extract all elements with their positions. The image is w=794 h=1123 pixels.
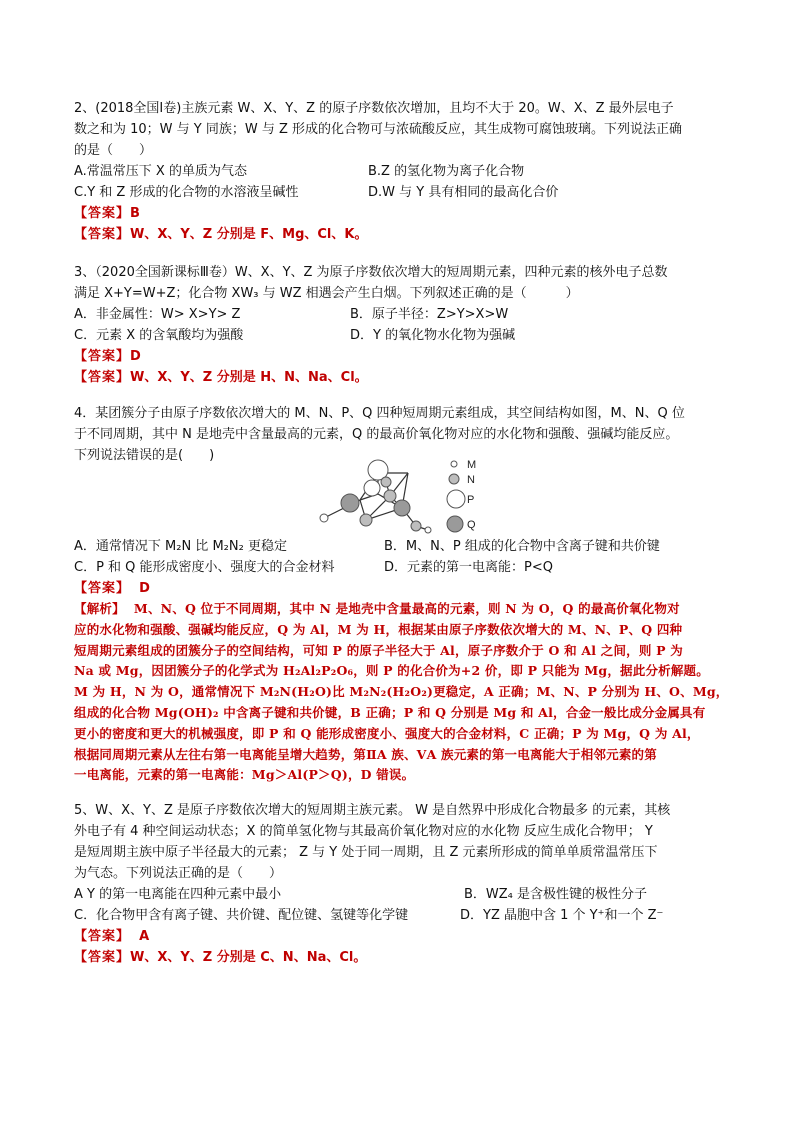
q4-option-d: D．元素的第一电离能：P<Q bbox=[384, 560, 553, 575]
atom-n bbox=[411, 521, 421, 531]
q5-stem-line-4: 为气态。下列说法正确的是（ ） bbox=[74, 866, 283, 881]
atom-p bbox=[341, 494, 359, 512]
q3-option-c: C．元素 X 的含氧酸均为强酸 bbox=[74, 328, 244, 343]
q3-option-a: A．非金属性：W> X>Y> Z bbox=[74, 307, 241, 322]
q4-analysis bbox=[74, 599, 729, 786]
analysis-line bbox=[74, 599, 724, 620]
legend-label-p: P bbox=[467, 494, 475, 506]
q5-stem-line-2: 外电子有 4 种空间运动状态；X 的简单氢化物与其最高价氧化物对应的水化物 反应生成化合物甲； Y bbox=[74, 824, 653, 839]
legend-n-symbol bbox=[449, 474, 459, 484]
q4-option-c: C．P 和 Q 能形成密度小、强度大的合金材料 bbox=[74, 560, 335, 575]
q4-answer bbox=[74, 578, 724, 599]
question-2 bbox=[74, 98, 724, 245]
legend-m-symbol bbox=[451, 461, 457, 467]
analysis-line: 更小的密度和更大的机械强度，即 P 和 Q 能形成密度小、强度大的合金材料，C 正确；P 为 Mg，Q 为 Al， bbox=[74, 725, 700, 741]
atom-n bbox=[381, 477, 391, 487]
analysis-line: 短周期元素组成的团簇分子的空间结构，可知 P 的原子半径大于 Al，原子序数介于 O 和 Al 之间，则 P 为 bbox=[74, 642, 683, 658]
q5-option-b: B．WZ₄ 是含极性键的极性分子 bbox=[464, 887, 648, 902]
answer-value: B bbox=[130, 206, 140, 221]
q5-option-a: A Y 的第一电离能在四种元素中最小 bbox=[74, 887, 282, 902]
q5-stem-line-1: 5、W、X、Y、Z 是原子序数依次增大的短周期主族元素。 W 是自然界中形成化合物最多 的元素，其核 bbox=[74, 803, 671, 818]
q3-option-d: D．Y 的氧化物水化物为强碱 bbox=[350, 328, 516, 343]
q2-option-a: A.常温常压下 X 的单质为气态 bbox=[74, 164, 247, 179]
legend-q-symbol bbox=[447, 516, 463, 532]
q3-answer-note bbox=[74, 367, 724, 388]
q3-stem-line-2: 满足 X+Y=W+Z；化合物 XW₃ 与 WZ 相遇会产生白烟。下列叙述正确的是（ ） bbox=[74, 286, 579, 301]
q5-options-row-1 bbox=[74, 884, 724, 905]
q4-stem-line-3: 下列说法错误的是( ) bbox=[74, 448, 215, 463]
q5-stem-line-3: 是短周期主族中原子半径最大的元素； Z 与 Y 处于同一周期，且 Z 元素所形成的简单单质常温常压下 bbox=[74, 845, 658, 860]
q3-options-row-1 bbox=[74, 304, 724, 325]
q4-stem-line-1: 4．某团簇分子由原子序数依次增大的 M、N、P、Q 四种短周期元素组成，其空间结构如图，M、N、Q 位 bbox=[74, 406, 685, 421]
answer-label: 【答案】 bbox=[74, 929, 131, 944]
answer-value: D bbox=[139, 581, 150, 596]
q4-options-row-1 bbox=[74, 536, 724, 557]
q5-options-row-2 bbox=[74, 905, 724, 926]
q3-stem-line-1: 3、（2020全国新课标Ⅲ卷）W、X、Y、Z 为原子序数依次增大的短周期元素，四种元素的核外电子总数 bbox=[74, 265, 668, 280]
answer-note-text: W、X、Y、Z 分别是 H、N、Na、Cl。 bbox=[130, 370, 368, 385]
q5-answer-note bbox=[74, 947, 724, 968]
answer-label: 【答案】 bbox=[74, 349, 131, 364]
q4-option-a: A．通常情况下 M₂N 比 M₂N₂ 更稳定 bbox=[74, 539, 287, 554]
atoms bbox=[320, 460, 431, 533]
question-3 bbox=[74, 262, 724, 388]
q2-answer-note bbox=[74, 224, 724, 245]
answer-label: 【答案】 bbox=[74, 950, 131, 965]
atom-m bbox=[320, 514, 328, 522]
q2-stem-line-2: 数之和为 10；W 与 Y 同族；W 与 Z 形成的化合物可与浓硫酸反应，其生成物可腐蚀玻璃。下列说法正确 bbox=[74, 122, 683, 137]
analysis-line: 组成的化合物 Mg(OH)₂ 中含离子键和共价键，B 正确；P 和 Q 分别是 Mg 和 Al，合金一般比成分金属具有 bbox=[74, 704, 706, 720]
q4-option-b: B．M、N、P 组成的化合物中含离子键和共价键 bbox=[384, 539, 660, 554]
legend-symbols bbox=[444, 455, 494, 535]
q5-option-c: C．化合物甲含有离子键、共价键、配位键、氢键等化学键 bbox=[74, 908, 409, 923]
q2-options-row-1 bbox=[74, 161, 724, 182]
atom-p bbox=[394, 500, 410, 516]
q3-option-b: B．原子半径：Z>Y>X>W bbox=[350, 307, 509, 322]
q2-option-c: C.Y 和 Z 形成的化合物的水溶液呈碱性 bbox=[74, 185, 299, 200]
question-4-options bbox=[74, 536, 729, 786]
q2-stem-line-1: 2、(2018全国Ⅰ卷)主族元素 W、X、Y、Z 的原子序数依次增加，且均不大于 20。W、X、Z 最外层电子 bbox=[74, 101, 674, 116]
legend-label-n: N bbox=[467, 474, 475, 486]
answer-label: 【答案】 bbox=[74, 206, 131, 221]
q4-options-row-2 bbox=[74, 557, 724, 578]
atom-q bbox=[364, 480, 380, 496]
answer-note-text: W、X、Y、Z 分别是 F、Mg、Cl、K。 bbox=[130, 227, 368, 242]
q3-options-row-2 bbox=[74, 325, 724, 346]
analysis-label: 【解析】 bbox=[74, 601, 125, 616]
answer-value: A bbox=[139, 929, 150, 944]
q2-stem-line-3: 的是（ ） bbox=[74, 143, 153, 158]
q2-option-d: D.W 与 Y 具有相同的最高化合价 bbox=[368, 185, 559, 200]
q5-option-d: D．YZ 晶胞中含 1 个 Y⁺和一个 Z⁻ bbox=[460, 908, 664, 923]
answer-value: D bbox=[130, 349, 141, 364]
analysis-line: 根据同周期元素从左往右第一电离能呈增大趋势，第ⅡA 族、ⅤA 族元素的第一电离能大于相邻元素的第 bbox=[74, 746, 657, 762]
analysis-line: 应的水化物和强酸、强碱均能反应，Q 为 Al，M 为 H，根据某由原子序数依次增大的 M、N、P、Q 四种 bbox=[74, 621, 683, 637]
legend-p-symbol bbox=[447, 490, 465, 508]
atom-m bbox=[425, 527, 431, 533]
answer-label: 【答案】 bbox=[74, 370, 131, 385]
q3-answer bbox=[74, 346, 724, 367]
atom-n bbox=[384, 490, 396, 502]
question-5 bbox=[74, 800, 724, 968]
atom-n bbox=[360, 514, 372, 526]
answer-label: 【答案】 bbox=[74, 227, 131, 242]
legend-label-m: M bbox=[467, 459, 477, 471]
analysis-line: Na 或 Mg，因团簇分子的化学式为 H₂Al₂P₂O₆，则 P 的化合价为+2 价，即 P 只能为 Mg，据此分析解题。 bbox=[74, 663, 709, 679]
q2-answer bbox=[74, 203, 724, 224]
q2-option-b: B.Z 的氢化物为离子化合物 bbox=[368, 164, 525, 179]
legend-label-q: Q bbox=[467, 519, 476, 531]
atom-legend bbox=[444, 455, 494, 535]
analysis-line: 一电离能，元素的第一电离能：Mg＞Al(P＞Q)，D 错误。 bbox=[74, 767, 415, 783]
q2-options-row-2 bbox=[74, 182, 724, 203]
analysis-line: M 为 H，N 为 O，通常情况下 M₂N(H₂O)比 M₂N₂(H₂O₂)更稳定，A 正确；M、N、P 分别为 H、O、Mg， bbox=[74, 684, 729, 700]
answer-label: 【答案】 bbox=[74, 581, 131, 596]
analysis-text: M、N、Q 位于不同周期，其中 N 是地壳中含量最高的元素，则 N 为 O，Q 的最高价氧化物对 bbox=[133, 601, 680, 616]
q4-stem-line-2: 于不同周期，其中 N 是地壳中含量最高的元素，Q 的最高价氧化物对应的水化物和强酸、强碱均能反应。 bbox=[74, 427, 679, 442]
answer-note-text: W、X、Y、Z 分别是 C、N、Na、Cl。 bbox=[130, 950, 367, 965]
q5-answer bbox=[74, 926, 724, 947]
